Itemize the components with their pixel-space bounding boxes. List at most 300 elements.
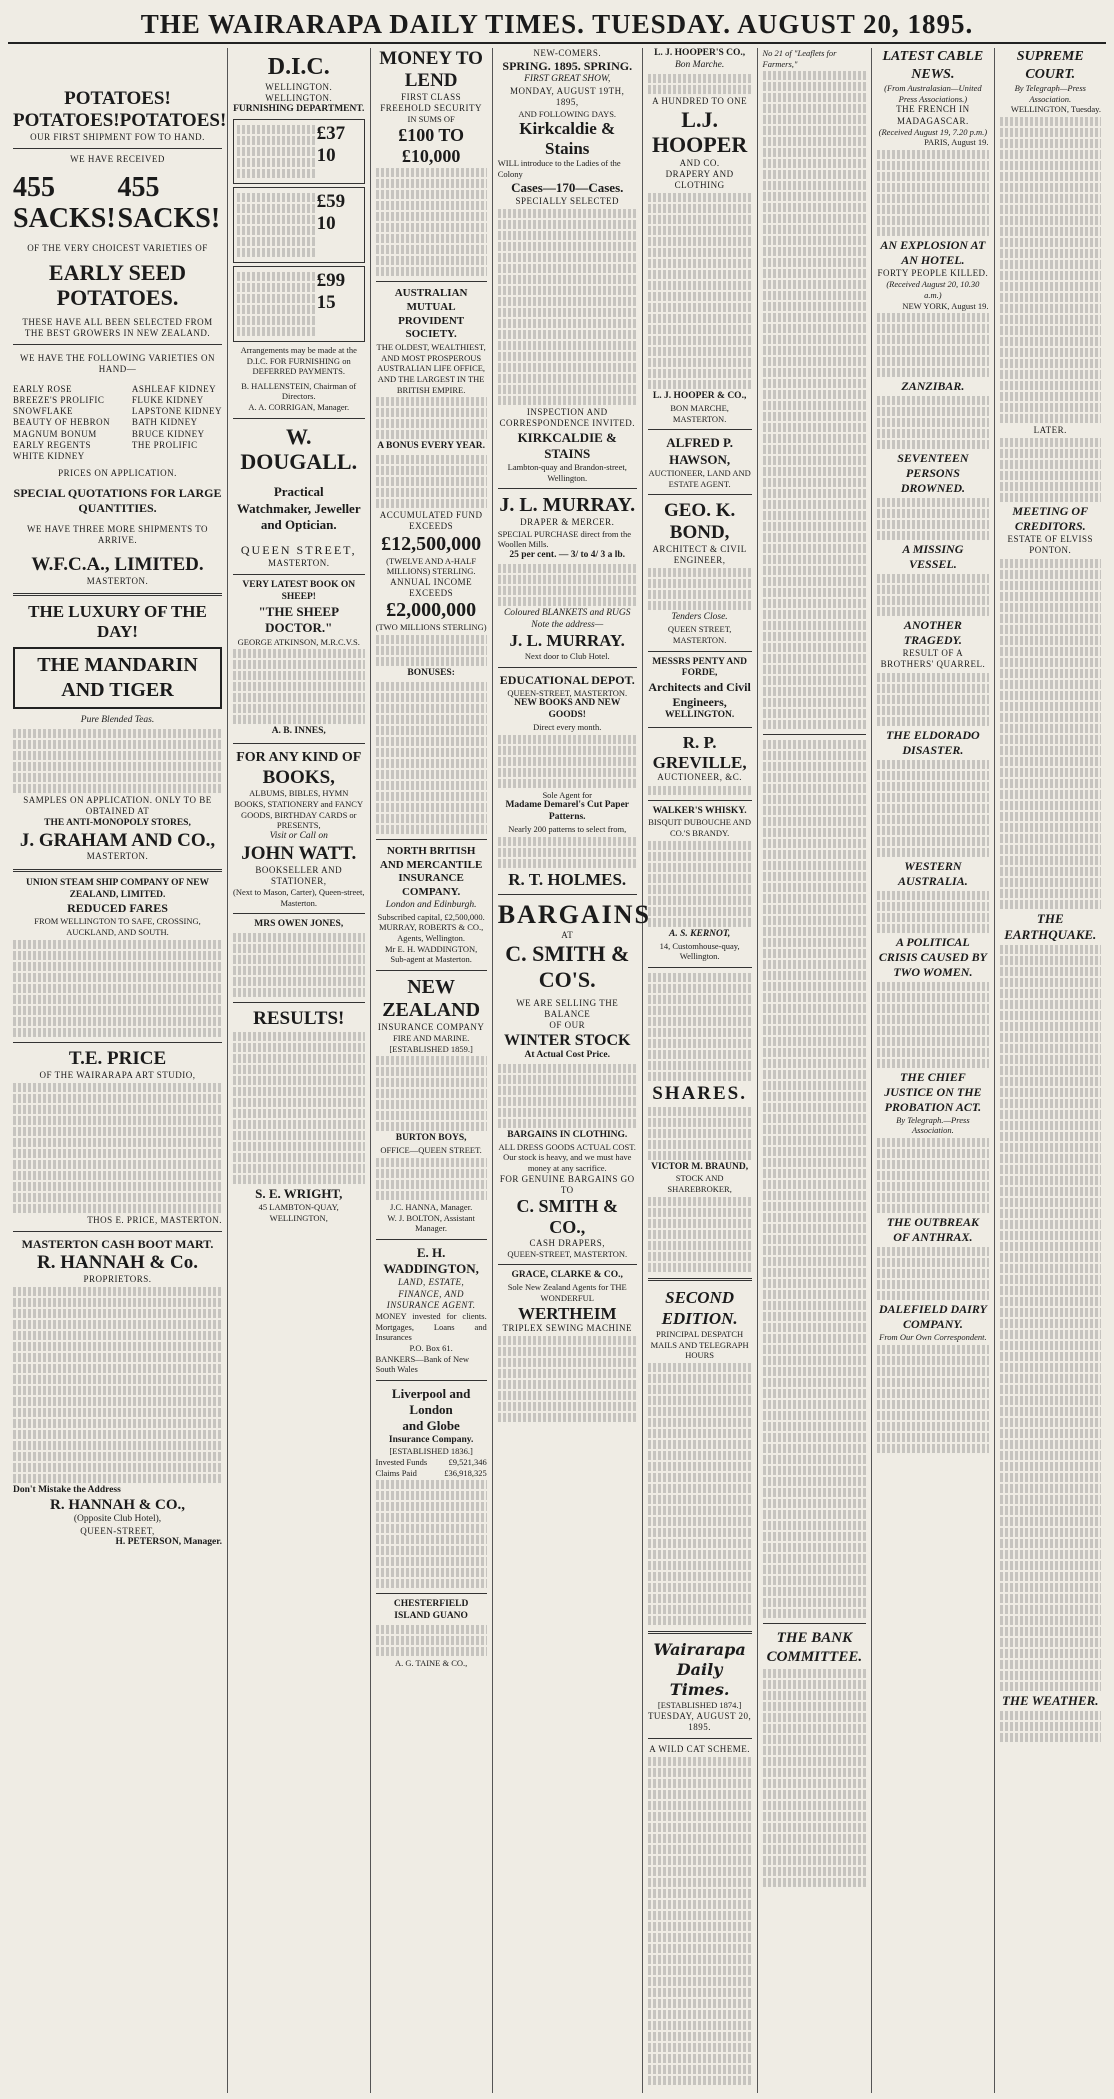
divider [498, 894, 637, 895]
nz-established: [ESTABLISHED 1859.] [389, 1043, 473, 1054]
north-british-heading: NORTH BRITISH AND MERCANTILE INSURANCE COMPANY. [379, 844, 483, 899]
drapery-clothing: DRAPERY AND CLOTHING [665, 168, 734, 191]
jones-name: MRS OWEN JONES, [254, 919, 344, 930]
educational-street: QUEEN-STREET, MASTERTON. [507, 687, 628, 698]
another-tragedy: ANOTHER TRAGEDY. [903, 618, 962, 648]
burton-office: OFFICE—QUEEN STREET. [380, 1145, 482, 1156]
direct-every: Direct every month. [533, 722, 602, 733]
explosion-body [877, 313, 988, 377]
in-sums: IN SUMS OF [407, 114, 455, 125]
smith-sign: C. SMITH & CO., [516, 1196, 618, 1237]
insurance-company: Insurance Company. [388, 1434, 474, 1445]
received-b: (Received August 20, 10.30 a.m.) [886, 279, 980, 300]
anthrax-body [877, 1247, 988, 1300]
meeting-creditors: MEETING OF CREDITORS. [1012, 504, 1089, 534]
sheep-body [233, 649, 365, 724]
divider [376, 1593, 487, 1594]
books-heading: BOOKS, [262, 766, 335, 788]
drowned-body [877, 498, 988, 540]
fire-marine: FIRE AND MARINE. [392, 1033, 470, 1044]
daily-times-title: Wairarapa Daily Times. [653, 1640, 746, 1700]
hawson-trade: AUCTIONEER, LAND AND ESTATE AGENT. [648, 467, 751, 489]
eldorado-body [877, 760, 988, 857]
of-our: OF OUR [549, 1020, 586, 1031]
dic-sub: WELLINGTON. WELLINGTON. [265, 81, 333, 103]
following-days: AND FOLLOWING DAYS. [518, 108, 617, 119]
mandarin-tiger-logo [13, 647, 222, 709]
column-6 [758, 48, 873, 2093]
divider [376, 839, 487, 840]
columns [8, 48, 1106, 2093]
earthquake-heading: THE EARTHQUAKE. [1004, 910, 1097, 942]
divider [648, 429, 752, 430]
following-line: WE HAVE THE FOLLOWING VARIETIES ON HAND— [19, 353, 216, 375]
anthrax-outbreak: THE OUTBREAK OF ANTHRAX. [886, 1214, 980, 1244]
inspection: INSPECTION AND CORRESPONDENCE INVITED. [499, 407, 635, 429]
nz-insurance: INSURANCE COMPANY [377, 1021, 485, 1032]
invested-label: Invested Funds [375, 1457, 428, 1468]
brothers-quarrel: RESULT OF A BROTHERS' QUARREL. [880, 648, 986, 670]
money-invested: MONEY invested for clients. Mortgages, Loans and Insurances [375, 1311, 487, 1343]
kirkcaldie-heading: Kirkcaldie & Stains [519, 119, 616, 158]
weather-heading: THE WEATHER. [1001, 1693, 1099, 1709]
dougall-name: W. DOUGALL. [240, 423, 358, 475]
boot-mart-heading: MASTERTON CASH BOOT MART. [21, 1237, 214, 1251]
potatoes-head: POTATOES! [64, 88, 171, 109]
received-line: WE HAVE RECEIVED [70, 153, 165, 164]
hawson-name: ALFRED P. HAWSON, [666, 435, 733, 467]
weather-body [1000, 1711, 1102, 1742]
smith-street: QUEEN-STREET, MASTERTON. [507, 1248, 628, 1259]
divider [763, 734, 867, 735]
sacks-left: 455 SACKS! [13, 172, 116, 234]
bargains-at: AT [561, 930, 574, 941]
bank-body [763, 740, 867, 1618]
dic-manager: A. A. CORRIGAN, Manager. [248, 402, 350, 413]
books-body [498, 735, 637, 788]
new-books: NEW BOOKS AND NEW GOODS! [514, 698, 621, 721]
union-from: FROM WELLINGTON TO SAFE, CROSSING, AUCKLAND, AND SOUTH. [34, 916, 201, 938]
variety-item: SNOWFLAKE [13, 406, 73, 417]
wfca-town: MASTERTON. [86, 575, 149, 586]
guano-body [376, 1625, 487, 1656]
furnishing: FURNISHING DEPARTMENT. [233, 104, 365, 115]
winter-stock: WINTER STOCK [504, 1031, 631, 1049]
amp-bonus: A BONUS EVERY YEAR. [377, 441, 485, 452]
supreme-telegraph: By Telegraph—Press Association. [1014, 83, 1086, 104]
french-madagascar: THE FRENCH IN MADAGASCAR. [896, 104, 970, 126]
burton-name: BURTON BOYS, [395, 1133, 467, 1144]
hannah-body [13, 1287, 222, 1483]
divider [13, 869, 222, 872]
hannah-opposite: (Opposite Club Hotel), [73, 1514, 162, 1525]
north-british-london: London and Edinburgh. [385, 899, 477, 910]
variety-item: EARLY REGENTS [13, 439, 92, 450]
subscribed: Subscribed capital, £2,500,000. [377, 911, 485, 922]
watt-name: JOHN WATT. [241, 842, 357, 864]
luxury-heading: THE LUXURY OF THE DAY! [28, 602, 207, 641]
sacks-right: 455 SACKS! [117, 172, 221, 234]
draper-mercer: DRAPER & MERCER. [520, 517, 615, 528]
seventeen-drowned: SEVENTEEN PERSONS DROWNED. [897, 451, 969, 496]
hundred-to-one: A HUNDRED TO ONE [652, 95, 748, 106]
price-heading: T.E. PRICE [68, 1047, 167, 1069]
taine-name: A. G. TAINE & CO., [394, 1658, 468, 1669]
variety-item: ASHLEAF KIDNEY [131, 383, 217, 394]
sacks-row [13, 173, 222, 235]
results-body [233, 1032, 365, 1184]
watt-address: (Next to Mason, Carter), Queen-street, Masterton. [233, 887, 365, 908]
smith-heading: C. SMITH & CO'S. [505, 941, 630, 992]
jones-body [233, 933, 365, 997]
divider [498, 667, 637, 668]
western-body [877, 891, 988, 933]
sole-agent: Sole Agent for [542, 789, 593, 800]
po-box: P.O. Box 61. [409, 1342, 453, 1353]
divider [648, 800, 752, 801]
sheep-author: GEORGE ATKINSON, M.R.C.V.S. [237, 636, 360, 647]
hannah-address: R. HANNAH & CO., [50, 1496, 185, 1513]
bonuses-body [376, 682, 487, 834]
cash-drapers: CASH DRAPERS, [529, 1237, 605, 1248]
early-seed-heading: EARLY SEED POTATOES. [48, 260, 187, 311]
selected-line: THESE HAVE ALL BEEN SELECTED FROM THE BEST GROWERS IN NEW ZEALAND. [22, 316, 213, 338]
variety-item: WHITE KIDNEY [13, 451, 85, 462]
price-sub: OF THE WAIRARAPA ART STUDIO, [39, 1069, 196, 1080]
stock-heavy: Our stock is heavy, and we must have money at any sacrifice. [503, 1152, 632, 1174]
hooper-and-co: AND CO. [679, 157, 720, 168]
variety-item: BEAUTY OF HEBRON [13, 417, 111, 428]
nz-body [376, 1056, 487, 1131]
tenders-close: Tenders Close. [671, 612, 728, 623]
divider [376, 970, 487, 971]
column-5 [643, 48, 758, 2093]
murray-heading: J. L. MURRAY. [499, 494, 636, 517]
liverpool-heading: Liverpool and London [391, 1385, 471, 1418]
new-york-dateline: NEW YORK, August 19. [902, 300, 989, 311]
penty-wellington: WELLINGTON. [664, 710, 735, 721]
patterns-body [498, 837, 637, 868]
divider [233, 743, 365, 744]
divider [13, 1042, 222, 1043]
annual-label: ANNUAL INCOME EXCEEDS [390, 576, 473, 599]
variety-item: BATH KIDNEY [131, 417, 198, 428]
greville-body [648, 786, 752, 795]
walker-brandy: BISQUIT DUBOUCHE AND CO.'S BRANDY. [648, 817, 752, 838]
amp-heading: AUSTRALIAN MUTUAL PROVIDENT SOCIETY. [394, 287, 468, 341]
actual-cost: At Actual Cost Price. [524, 1050, 610, 1061]
bank-committee-body [763, 1669, 867, 1887]
divider [233, 913, 365, 914]
for-any-kind: FOR ANY KIND OF [236, 750, 362, 766]
prices-line: PRICES ON APPLICATION. [58, 468, 177, 479]
divider [233, 1002, 365, 1003]
smith-body [498, 1064, 637, 1128]
murray-sign: J. L. MURRAY. [509, 631, 625, 651]
divider [376, 281, 487, 282]
hooper-sign: L. J. HOOPER & CO., [652, 391, 747, 402]
principal-mails: PRINCIPAL DESPATCH MAILS AND TELEGRAPH HOURS [650, 1329, 749, 1361]
sheep-doctor-title: "THE SHEEP DOCTOR." [258, 604, 340, 636]
zanzibar-body [877, 396, 988, 449]
spring-heading: SPRING. 1895. SPRING. [502, 59, 633, 74]
explosion-heading: AN EXPLOSION AT AN HOTEL. [880, 238, 986, 267]
greville-name: R. P. GREVILLE, [652, 733, 747, 772]
more-shipments: WE HAVE THREE MORE SHIPMENTS TO ARRIVE. [26, 523, 209, 545]
estate-ponton: ESTATE OF ELVISS PONTON. [1007, 534, 1093, 556]
paris-dateline: PARIS, August 19. [924, 137, 989, 148]
hannah-proprietors: PROPRIETORS. [83, 1273, 152, 1284]
received-a: (Received August 19, 7.20 p.m.) [878, 126, 988, 137]
missing-body [877, 574, 988, 616]
land-agent: LAND, ESTATE, FINANCE, AND INSURANCE AGENT. [386, 1277, 476, 1310]
supreme-body [1000, 117, 1102, 423]
money-lend: MONEY TO LEND [379, 48, 483, 91]
dougall-street: QUEEN STREET, [240, 543, 357, 558]
call-on: Visit or Call on [269, 830, 328, 841]
bon-marche: Bon Marche. [674, 59, 725, 70]
tragedy-body [877, 673, 988, 726]
telegraph-pa: By Telegraph.—Press Association. [896, 1114, 970, 1136]
hooper-body-1 [648, 74, 752, 94]
books-list: ALBUMS, BIBLES, HYMN BOOKS, STATIONERY and FANCY GOODS, BIRTHDAY CARDS or PRESENTS, [234, 788, 364, 831]
dont-mistake: Don't Mistake the Address [13, 1485, 121, 1496]
potatoes-right: POTATOES! [119, 109, 227, 131]
note-address: Note the address— [531, 619, 604, 630]
pure-blended: Pure Blended Teas. [80, 715, 155, 726]
globe-heading: and Globe [402, 1418, 460, 1434]
bankers: BANKERS—Bank of New South Wales [375, 1353, 469, 1375]
victor-trade: STOCK AND SHAREBROKER, [667, 1173, 732, 1195]
divider [13, 344, 222, 345]
divider [233, 574, 365, 575]
specially-selected: SPECIALLY SELECTED [515, 195, 619, 206]
holmes-name: R. T. HOLMES. [508, 869, 627, 889]
price-body [13, 1083, 222, 1213]
liverpool-body [376, 1480, 487, 1588]
sole-nz-agents: Sole New Zealand Agents for THE WONDERFUL [507, 1282, 627, 1303]
hannah-street: QUEEN-STREET, [80, 1526, 155, 1537]
cases: Cases—170—Cases. [511, 179, 624, 195]
variety-item: THE PROLIFIC [131, 439, 198, 450]
varieties-left-list [13, 384, 110, 463]
column-8 [995, 48, 1107, 2093]
kirk-intro: WILL introduce to the Ladies of the Colony [497, 158, 621, 179]
money-body [376, 168, 487, 276]
special-purchase: SPECIAL PURCHASE direct from the Woollen Mills. [497, 528, 632, 550]
dic-price-1: £37 10 [316, 122, 346, 166]
claims-label: Claims Paid [375, 1467, 417, 1478]
first-show: FIRST GREAT SHOW, [524, 74, 611, 85]
watt-trade: BOOKSELLER AND STATIONER, [255, 864, 343, 886]
wfca-name: W.F.C.A., LIMITED. [31, 554, 204, 576]
bonuses-label: BONUSES: [407, 668, 455, 679]
estab-1836: [ESTABLISHED 1836.] [389, 1446, 473, 1457]
column-4 [493, 48, 651, 2093]
divider [13, 148, 222, 149]
lambton-town: Wellington. [547, 472, 588, 483]
invested-row [376, 1457, 487, 1468]
waddington-agent: Mr E. H. WADDINGTON, [385, 943, 478, 954]
latest-cable-news: LATEST CABLE NEWS. [882, 49, 984, 82]
dalefield-body [877, 1345, 988, 1453]
claims-value: £36,918,325 [444, 1467, 487, 1478]
waddington-name: E. H. WADDINGTON, [383, 1244, 479, 1277]
genuine-bargains: FOR GENUINE BARGAINS GO TO [499, 1173, 635, 1195]
dic-chairman: B. HALLENSTEIN, Chairman of Directors. [241, 380, 357, 402]
sewing-machine: TRIPLEX SEWING MACHINE [502, 1323, 632, 1334]
potatoes-left: POTATOES! [13, 109, 120, 131]
greville-trade: AUCTIONEER, &C. [657, 772, 742, 783]
kirkcaldie-sign: KIRKCALDIE & STAINS [517, 429, 617, 461]
press-association: (From Australasian—United Press Associations.) [884, 83, 982, 104]
divider [498, 1264, 637, 1265]
masthead: THE WAIRARAPA DAILY TIMES. TUESDAY. AUGUST 20, 1895. [8, 6, 1106, 44]
dalefield-dairy: DALEFIELD DAIRY COMPANY. [878, 1301, 987, 1331]
divider [763, 1623, 867, 1624]
supreme-dateline: WELLINGTON, Tuesday. [1010, 104, 1102, 115]
newcomers: NEW-COMERS. [533, 48, 602, 58]
madame-patterns: Madame Demarel's Cut Paper Patterns. [505, 800, 630, 823]
hooper-body-2 [648, 193, 752, 389]
wertheim: WERTHEIM [517, 1303, 617, 1323]
bargains-heading: BARGAINS [497, 900, 651, 930]
variety-item: BRUCE KIDNEY [131, 428, 205, 439]
varieties-line: OF THE VERY CHOICEST VARIETIES OF [27, 242, 208, 253]
dic-price-3: £99 15 [316, 269, 346, 313]
samples-line: SAMPLES ON APPLICATION. ONLY TO BE OBTAINED AT [23, 795, 212, 817]
first-class-security: FIRST CLASS FREEHOLD SECURITY [380, 91, 482, 113]
invested-value: £9,521,346 [448, 1457, 487, 1468]
bolton-assistant: W. J. BOLTON, Assistant Manager. [387, 1212, 475, 1234]
zanzibar-heading: ZANZIBAR. [901, 379, 965, 394]
variety-item: EARLY ROSE [13, 383, 73, 394]
hanna-manager: J.C. HANNA, Manager. [390, 1201, 473, 1212]
supreme-court: SUPREME COURT. [1016, 49, 1084, 82]
kirk-body [498, 209, 637, 405]
dic-offer-3 [233, 266, 365, 342]
results-heading: RESULTS! [253, 1008, 345, 1030]
shares-heading: SHARES. [652, 1082, 747, 1104]
divider [648, 1278, 752, 1281]
all-dress: ALL DRESS GOODS ACTUAL COST. [498, 1141, 636, 1152]
graham-town: MASTERTON. [86, 851, 149, 862]
graham-name: J. GRAHAM AND CO., [19, 829, 216, 851]
dic-heading: D.I.C. [267, 54, 330, 80]
amp-table [376, 635, 487, 666]
divider [13, 593, 222, 596]
bank-committee: THE BANK COMMITTEE. [766, 1630, 863, 1665]
wild-cat-heading: A WILD CAT SCHEME. [649, 1744, 750, 1755]
victor-name: VICTOR M. BRAUND, [651, 1161, 749, 1172]
chief-justice: THE CHIEF JUSTICE ON THE PROBATION ACT. [884, 1069, 982, 1114]
price-signature: THOS E. PRICE, MASTERTON. [87, 1214, 222, 1225]
bond-body [648, 568, 752, 610]
divider [498, 488, 637, 489]
variety-item: MAGNUM BONUM [13, 428, 97, 439]
dougall-watchmaker: Watchmaker, Jeweller [236, 500, 361, 516]
amp-body [376, 397, 487, 439]
architects-engineers: Architects and Civil Engineers, [648, 680, 751, 710]
dougall-town: MASTERTON. [267, 558, 330, 569]
column-2 [228, 48, 371, 2093]
shipment-line: OUR FIRST SHIPMENT FOW TO HAND. [30, 131, 205, 142]
sub-agent: Sub-agent at Masterton. [390, 954, 472, 965]
shares-body [648, 1107, 752, 1160]
own-correspondent: From Our Own Correspondent. [879, 1331, 987, 1342]
mails-body [648, 1363, 752, 1625]
hooper-name: L.J. HOOPER [651, 107, 748, 158]
divider [648, 651, 752, 652]
wright-address: 45 LAMBTON-QUAY, WELLINGTON, [258, 1202, 339, 1223]
divider [233, 418, 365, 419]
bond-trade: ARCHITECT & CIVIL ENGINEER, [652, 543, 747, 566]
earthquake-body [1000, 945, 1102, 1691]
monday-date: MONDAY, AUGUST 19TH, 1895, [510, 86, 625, 108]
divider [648, 727, 752, 728]
selling-balance: WE ARE SELLING THE BALANCE [516, 997, 619, 1020]
peterson-manager: H. PETERSON, Manager. [115, 1537, 222, 1548]
blankets: Coloured BLANKETS and RUGS [503, 607, 631, 618]
dic-price-2: £59 10 [316, 190, 346, 234]
divider [648, 1631, 752, 1634]
anti-monopoly: THE ANTI-MONOPOLY STORES, [44, 817, 191, 828]
educational-depot: EDUCATIONAL DEPOT. [499, 672, 635, 687]
divider [376, 1380, 487, 1381]
accumulated-sub: (TWELVE AND A-HALF MILLIONS) STERLING. [386, 555, 477, 577]
kernot-name: A. S. KERNOT, [669, 928, 731, 939]
lambton-quay: Lambton-quay and Brandon-street, [507, 462, 627, 473]
accumulated-label: ACCUMULATED FUND EXCEEDS [379, 510, 483, 532]
murray-body [498, 564, 637, 606]
amp-cheapest: THE OLDEST, WEALTHIEST, AND MOST PROSPEROUS AUSTRALIAN LIFE OFFICE, AND THE LARGEST IN THE BRITISH EMPIRE. [376, 342, 486, 395]
divider [376, 1239, 487, 1240]
victor-body [648, 1197, 752, 1272]
paris-body [877, 150, 988, 236]
union-heading: UNION STEAM SHIP COMPANY OF NEW ZEALAND, LIMITED. [25, 877, 210, 900]
divider [648, 494, 752, 495]
innes-name: A. B. INNES, [271, 726, 326, 737]
creditors-body [1000, 559, 1102, 909]
loan-amount: £100 TO £10,000 [398, 124, 465, 166]
varieties-list [13, 384, 222, 463]
justice-body [877, 1138, 988, 1213]
reduced-fares: REDUCED FARES [67, 901, 168, 916]
column-7 [872, 48, 994, 2093]
variety-item: LAPSTONE KIDNEY [131, 406, 222, 417]
dic-offer-2 [233, 187, 365, 263]
dic-arrangements: Arrangements may be made at the D.I.C. FOR FURNISHING on DEFERRED PAYMENTS. [240, 344, 357, 377]
missing-vessel: A MISSING VESSEL. [902, 542, 964, 572]
walker-body [648, 841, 752, 927]
wright-name: S. E. WRIGHT, [255, 1186, 343, 1202]
divider [648, 967, 752, 968]
sheep-book-heading: VERY LATEST BOOK ON SHEEP! [242, 580, 356, 603]
variety-item: FLUKE KIDNEY [131, 394, 204, 405]
mandarin-body [13, 729, 222, 793]
divider [13, 1231, 222, 1232]
varieties-right-list [132, 384, 222, 463]
new-zealand-heading: NEW ZEALAND [382, 975, 481, 1021]
variety-item: BREEZE'S PROLIFIC [13, 394, 105, 405]
later-body [1000, 438, 1102, 502]
murray-roberts: MURRAY, ROBERTS & CO., Agents, Wellington. [378, 922, 484, 944]
kernot-address: 14, Customhouse-quay, Wellington. [659, 940, 740, 962]
political-body [877, 982, 988, 1068]
penty-forde: MESSRS PENTY AND FORDE, [652, 656, 747, 679]
political-crisis: A POLITICAL CRISIS CAUSED BY TWO WOMEN. [878, 934, 987, 979]
later: LATER. [1033, 424, 1067, 435]
